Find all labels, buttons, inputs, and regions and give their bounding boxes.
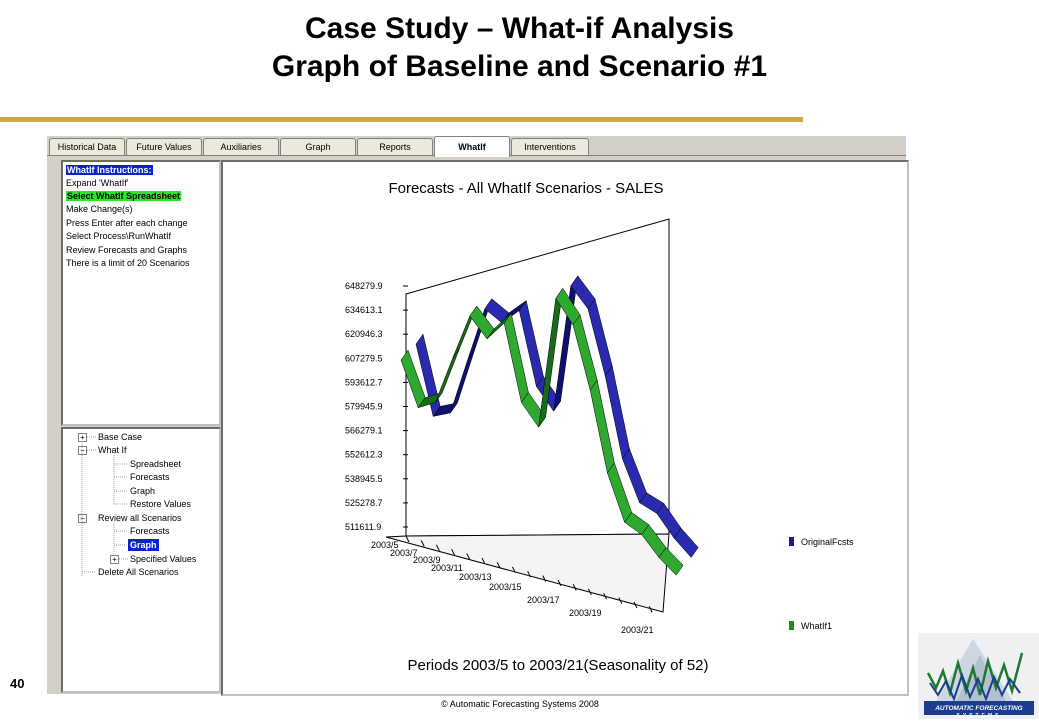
y-tick-label: 566279.1 — [345, 425, 383, 436]
y-tick-label: 634613.1 — [345, 305, 383, 316]
instruction-line: There is a limit of 20 Scenarios — [66, 258, 190, 268]
y-tick-label: 607279.5 — [345, 353, 383, 364]
chart-panel — [221, 160, 909, 696]
slide-title — [0, 10, 1039, 86]
scenario-tree — [61, 427, 221, 693]
instruction-highlight: Select WhatIf Spreadsheet — [67, 191, 181, 201]
y-tick-label: 579945.9 — [345, 401, 383, 412]
instruction-line: Select Process\RunWhatIf — [66, 231, 172, 241]
x-tick-label: 2003/15 — [489, 582, 522, 592]
y-tick-label: 648279.9 — [345, 281, 383, 291]
y-tick-label: 620946.3 — [345, 329, 383, 340]
x-tick-label: 2003/7 — [390, 548, 418, 558]
tab-auxiliaries[interactable]: Auxiliaries — [203, 138, 279, 155]
x-tick-label: 2003/21 — [621, 625, 654, 635]
instruction-line: Review Forecasts and Graphs — [66, 245, 188, 255]
expand-base-case-icon[interactable]: + — [78, 433, 87, 442]
chart-frame — [386, 219, 669, 612]
chart-title: Forecasts - All WhatIf Scenarios - SALES — [388, 180, 664, 197]
slide-title-line1: Case Study – What-if Analysis — [305, 12, 734, 45]
tab-future-values[interactable]: Future Values — [126, 138, 202, 155]
tree-item-review-forecasts[interactable]: Forecasts — [130, 526, 170, 536]
collapse-review-icon[interactable]: − — [78, 514, 87, 523]
tree-item-what-if[interactable]: What If — [98, 445, 127, 455]
tree-item-delete-all-scenarios[interactable]: Delete All Scenarios — [98, 567, 179, 577]
instructions-heading: WhatIf Instructions: — [67, 165, 152, 175]
series-segment-originalfcsts — [674, 528, 698, 557]
tree-item-graph[interactable]: Graph — [130, 486, 156, 496]
title-divider — [0, 117, 803, 122]
legend-label-whatif1: WhatIf1 — [801, 621, 833, 631]
instructions-panel — [61, 160, 221, 426]
tree-item-base-case[interactable]: Base Case — [98, 432, 143, 442]
legend-label-originalfcsts: OriginalFcsts — [801, 537, 854, 547]
x-tick-label: 2003/5 — [371, 540, 399, 550]
tab-whatif[interactable]: WhatIf — [434, 136, 510, 157]
y-axis — [345, 281, 408, 532]
x-axis-title: Periods 2003/5 to 2003/21(Seasonality of 52) — [407, 657, 709, 674]
instruction-line: Expand 'WhatIf' — [66, 178, 129, 188]
company-logo — [918, 633, 1039, 719]
x-tick-label: 2003/19 — [569, 608, 602, 618]
y-tick-label: 593612.7 — [345, 377, 383, 388]
tree-item-review-graph[interactable]: Graph — [130, 540, 157, 550]
forecast-chart — [223, 162, 907, 694]
svg-text:SYSTEMS: SYSTEMS — [956, 713, 1002, 719]
y-tick-label: 538945.5 — [345, 473, 383, 484]
tab-reports[interactable]: Reports — [357, 138, 433, 155]
tab-graph[interactable]: Graph — [280, 138, 356, 155]
x-tick-label: 2003/13 — [459, 572, 492, 582]
x-tick-label: 2003/9 — [413, 555, 441, 565]
tab-strip — [47, 136, 906, 156]
tab-interventions[interactable]: Interventions — [511, 138, 589, 155]
x-tick-label: 2003/11 — [431, 563, 463, 573]
expand-specified-values-icon[interactable]: + — [110, 555, 119, 564]
copyright-footer: © Automatic Forecasting Systems 2008 — [441, 699, 599, 709]
app-window — [47, 136, 906, 694]
page-number: 40 — [10, 676, 25, 691]
tree-item-spreadsheet[interactable]: Spreadsheet — [130, 459, 182, 469]
tree-item-specified-values[interactable]: Specified Values — [130, 554, 197, 564]
legend-swatch-whatif1 — [789, 621, 794, 630]
instruction-line: Press Enter after each change — [66, 218, 188, 228]
y-tick-label: 552612.3 — [345, 449, 383, 460]
slide-title-line2: Graph of Baseline and Scenario #1 — [271, 50, 768, 83]
y-tick-label: 525278.7 — [345, 497, 383, 508]
automatic-forecasting-logo-icon — [918, 633, 1039, 719]
legend-swatch-originalfcsts — [789, 537, 794, 546]
chart-legend — [789, 537, 854, 631]
instruction-line: Make Change(s) — [66, 204, 133, 214]
tree-item-review-all-scenarios[interactable]: Review all Scenarios — [98, 513, 182, 523]
x-tick-label: 2003/17 — [527, 595, 560, 605]
tree-item-restore-values[interactable]: Restore Values — [130, 499, 191, 509]
svg-text:AUTOMATIC FORECASTING: AUTOMATIC FORECASTING — [935, 705, 1023, 712]
tree-item-forecasts[interactable]: Forecasts — [130, 472, 170, 482]
tab-historical-data[interactable]: Historical Data — [49, 138, 125, 155]
collapse-what-if-icon[interactable]: − — [78, 446, 87, 455]
y-tick-label: 511611.9 — [345, 522, 382, 532]
